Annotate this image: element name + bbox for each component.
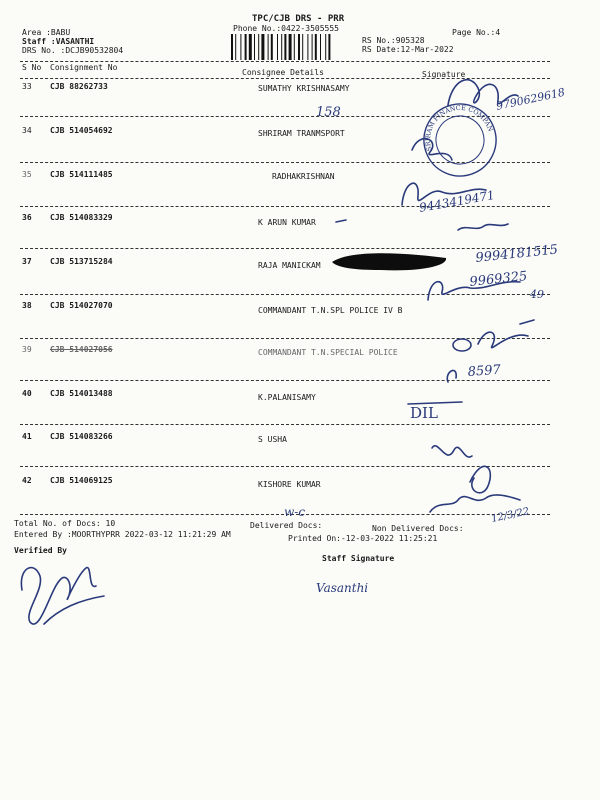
row-consignee: COMMANDANT T.N.SPL POLICE IV B bbox=[258, 306, 403, 315]
signature-row-35 bbox=[402, 183, 486, 205]
row-consignee: RAJA MANICKAM bbox=[258, 261, 321, 270]
non-delivered-docs: Non Delivered Docs: bbox=[372, 524, 464, 533]
row-consignment: CJB 513715284 bbox=[50, 257, 113, 266]
note-row-40: DIL bbox=[410, 404, 438, 422]
row-consignee: S USHA bbox=[258, 435, 287, 444]
signature-row-37 bbox=[458, 224, 508, 230]
barcode-bar bbox=[294, 34, 295, 60]
row-divider bbox=[20, 338, 550, 339]
header-bottom-rule bbox=[20, 78, 550, 79]
signature-row-34 bbox=[412, 139, 452, 160]
row-sno: 34 bbox=[22, 126, 32, 135]
col-consignment: Consignment No bbox=[50, 63, 118, 72]
row-divider bbox=[20, 248, 550, 249]
barcode-bar bbox=[281, 34, 282, 60]
row-consignment: CJB 514083329 bbox=[50, 213, 113, 222]
drs-number: DRS No. :DCJB90532804 bbox=[22, 46, 124, 55]
row-sno: 40 bbox=[22, 389, 32, 398]
barcode-bar bbox=[231, 34, 233, 60]
phone-row-39: 8597 bbox=[467, 362, 502, 380]
col-consignee: Consignee Details bbox=[242, 68, 324, 77]
barcode-bar bbox=[302, 34, 303, 60]
row-divider bbox=[20, 466, 550, 467]
row-consignment: CJB 514027070 bbox=[50, 301, 113, 310]
signature-row-33 bbox=[448, 80, 518, 105]
redaction-mark bbox=[332, 253, 446, 270]
loop-row-41 bbox=[470, 466, 490, 492]
barcode-bar bbox=[312, 34, 313, 60]
note-row-42: w-c bbox=[284, 505, 306, 519]
barcode-bar bbox=[289, 34, 292, 60]
barcode-bar bbox=[320, 34, 321, 60]
phone-row-38: 9969325 bbox=[468, 269, 529, 290]
barcode-bar bbox=[261, 34, 264, 60]
row-consignment: CJB 514083266 bbox=[50, 432, 113, 441]
extra-row-38: 49 bbox=[530, 288, 544, 301]
row-sno: 37 bbox=[22, 257, 32, 266]
row-consignment: CJB 514111485 bbox=[50, 170, 113, 179]
barcode-bar bbox=[307, 34, 308, 60]
row-divider bbox=[20, 206, 550, 207]
note-row-33: 158 bbox=[316, 105, 341, 120]
row-sno: 33 bbox=[22, 82, 32, 91]
row-divider bbox=[20, 116, 550, 117]
verified-signature-tail bbox=[44, 596, 104, 624]
row-consignee: RADHAKRISHNAN bbox=[272, 172, 335, 181]
row-sno: 38 bbox=[22, 301, 32, 310]
barcode-bar bbox=[298, 34, 300, 60]
page-number: Page No.:4 bbox=[452, 28, 501, 37]
barcode-bar bbox=[235, 34, 236, 60]
stamp-text: SRIRAM FINANCE COMPANY LTD bbox=[423, 103, 495, 152]
barcode-bar bbox=[245, 34, 247, 60]
row-sno: 39 bbox=[22, 345, 32, 354]
area-label: Area :BABU bbox=[22, 28, 71, 37]
col-signature: Signature bbox=[422, 70, 466, 79]
barcode-bar bbox=[315, 34, 317, 60]
rs-date: RS Date:12-Mar-2022 bbox=[362, 45, 454, 54]
signature-row-42 bbox=[430, 495, 520, 512]
barcode-bar bbox=[254, 34, 255, 60]
row-consignment: CJB 88262733 bbox=[50, 82, 108, 91]
barcode-bar bbox=[277, 34, 278, 60]
rs-number: RS No.:905328 bbox=[362, 36, 425, 45]
col-sno: S No bbox=[22, 63, 42, 72]
date-row-42: 12/3/22 bbox=[490, 506, 531, 525]
document-title: TPC/CJB DRS - PRR bbox=[252, 14, 345, 24]
row-divider bbox=[20, 380, 550, 381]
row-consignee: K ARUN KUMAR bbox=[258, 218, 316, 227]
phone-row-33: 9790629618 bbox=[494, 85, 567, 113]
row-consignee: KISHORE KUMAR bbox=[258, 480, 321, 489]
row-consignee: SHRIRAM TRANMSPORT bbox=[258, 129, 345, 138]
signature-row-41 bbox=[432, 446, 472, 457]
row-consignee: COMMANDANT T.N.SPECIAL POLICE bbox=[258, 348, 398, 357]
circle-row-39 bbox=[453, 339, 471, 351]
staff-label: Staff :VASANTHI bbox=[22, 37, 95, 46]
signature-row-38 bbox=[428, 282, 520, 300]
row-divider bbox=[20, 294, 550, 295]
barcode bbox=[230, 34, 355, 60]
row-divider bbox=[20, 424, 550, 425]
row-divider bbox=[20, 514, 550, 515]
row-sno: 36 bbox=[22, 213, 32, 222]
row-consignment: CJB 514054692 bbox=[50, 126, 113, 135]
underline-row-40 bbox=[408, 402, 462, 404]
barcode-bar bbox=[328, 34, 330, 60]
entered-by: Entered By :MOORTHYPRR 2022-03-12 11:21:29 AM bbox=[14, 530, 231, 539]
tick-row-36 bbox=[336, 220, 346, 222]
verified-by-label: Verified By bbox=[14, 546, 67, 555]
barcode-bar bbox=[249, 34, 252, 60]
total-docs: Total No. of Docs: 10 bbox=[14, 519, 116, 528]
barcode-bar bbox=[325, 34, 326, 60]
row-consignee: SUMATHY KRISHNASAMY bbox=[258, 84, 350, 93]
barcode-bar bbox=[258, 34, 259, 60]
row-consignment: CJB 514069125 bbox=[50, 476, 113, 485]
row-consignee: K.PALANISAMY bbox=[258, 393, 316, 402]
company-stamp bbox=[414, 94, 506, 186]
verified-signature bbox=[21, 568, 96, 624]
signature-row-39 bbox=[478, 320, 534, 348]
staff-signature-label: Staff Signature bbox=[322, 554, 395, 563]
barcode-bar bbox=[268, 34, 269, 60]
row-consignment: CJB 514013488 bbox=[50, 389, 113, 398]
row-divider bbox=[20, 162, 550, 163]
printed-on: Printed On:-12-03-2022 11:25:21 bbox=[288, 534, 438, 543]
phone-row-35: 9443419471 bbox=[418, 187, 496, 215]
row-sno: 41 bbox=[22, 432, 32, 441]
row-sno: 42 bbox=[22, 476, 32, 485]
barcode-bar bbox=[240, 34, 241, 60]
barcode-bar bbox=[284, 34, 286, 60]
row-consignment: CJB 514027056 bbox=[50, 345, 113, 354]
staff-signature: Vasanthi bbox=[316, 581, 369, 595]
header-top-rule bbox=[20, 61, 550, 62]
barcode-bar bbox=[271, 34, 273, 60]
delivered-docs: Delivered Docs: bbox=[250, 521, 323, 530]
row-sno: 35 bbox=[22, 170, 32, 179]
phone-row-37: 9994181515 bbox=[474, 242, 559, 266]
phone-number: Phone No.:0422-3505555 bbox=[233, 24, 339, 33]
